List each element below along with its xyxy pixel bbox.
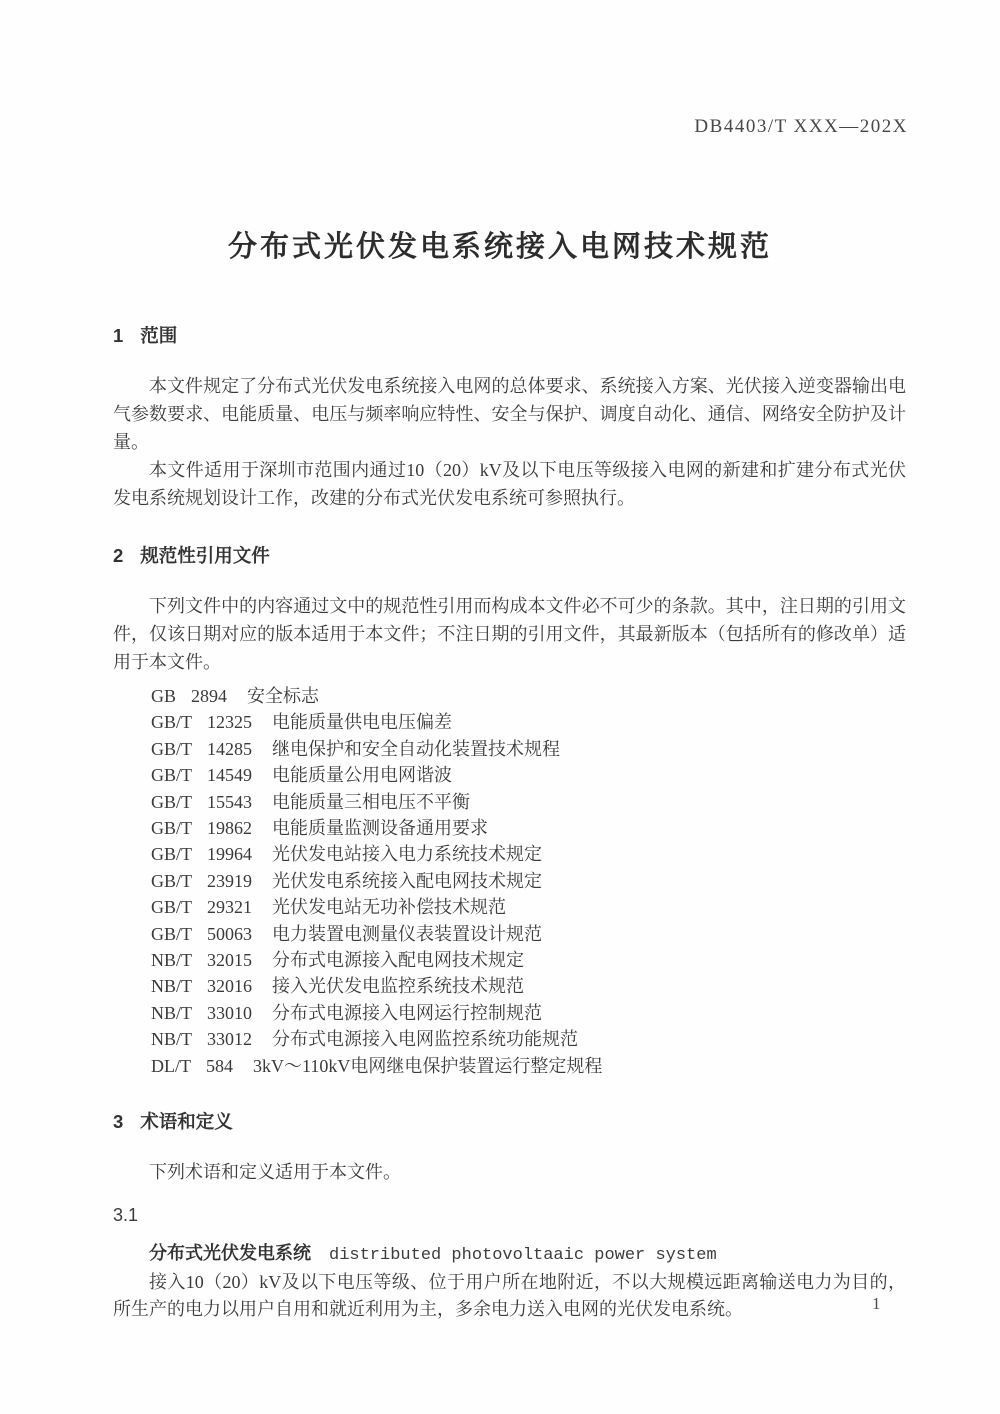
reference-title: 电能质量监测设备通用要求 [272, 818, 489, 839]
reference-number: 19964 [207, 844, 253, 865]
reference-std: GB/T [151, 712, 193, 733]
reference-number: 14285 [207, 738, 253, 759]
section-1-title: 范围 [140, 325, 178, 346]
term-chinese: 分布式光伏发电系统 [149, 1243, 311, 1264]
reference-std: GB/T [151, 791, 193, 812]
document-body [113, 325, 906, 1323]
reference-number: 584 [206, 1055, 233, 1076]
term-definition-text: 接入10（20）kV及以下电压等级、位于用户所在地附近，不以大规模远距离输送电力为目的，所生产的电力以用户自用和就近利用为主，多余电力送入电网的光伏发电系统。 [113, 1272, 906, 1320]
reference-title: 分布式电源接入电网运行控制规范 [272, 1002, 543, 1023]
reference-title: 继电保护和安全自动化装置技术规程 [272, 738, 561, 759]
normative-references-list [151, 683, 906, 1079]
reference-item [151, 841, 906, 867]
section-3-title: 术语和定义 [140, 1111, 233, 1133]
section-2-heading [113, 545, 906, 566]
reference-item [151, 947, 906, 973]
reference-title: 3kV～110kV电网继电保护装置运行整定规程 [253, 1055, 603, 1076]
reference-std: NB/T [151, 976, 193, 997]
section-2-title: 规范性引用文件 [140, 545, 270, 566]
reference-std: NB/T [151, 1002, 193, 1023]
reference-std: GB/T [151, 765, 193, 786]
reference-number: 23919 [207, 870, 253, 891]
reference-number: 12325 [207, 712, 253, 733]
reference-item [151, 973, 906, 999]
reference-std: GB/T [151, 844, 193, 865]
doc-code-header: DB4403/T XXX—202X [694, 116, 908, 137]
page-number: 1 [872, 1294, 881, 1313]
scope-paragraph-2: 本文件适用于深圳市范围内通过10（20）kV及以下电压等级接入电网的新建和扩建分布式光伏发电系统规划设计工作，改建的分布式光伏发电系统可参照执行。 [113, 460, 906, 508]
reference-title: 电能质量供电电压偏差 [272, 712, 453, 733]
scope-paragraph-1: 本文件规定了分布式光伏发电系统接入电网的总体要求、系统接入方案、光伏接入逆变器输出电气参数要求、电能质量、电压与频率响应特性、安全与保护、调度自动化、通信、网络安全防护及计量。 [113, 376, 906, 452]
reference-title: 光伏发电站无功补偿技术规范 [272, 897, 507, 918]
reference-std: GB/T [151, 897, 193, 918]
reference-title: 分布式电源接入配电网技术规定 [272, 950, 525, 971]
section-2-number: 2 [113, 545, 124, 566]
reference-number: 33010 [207, 1002, 253, 1023]
reference-item [151, 1000, 906, 1026]
reference-item [151, 894, 906, 920]
reference-std: GB/T [151, 738, 193, 759]
reference-number: 32015 [207, 950, 253, 971]
section-3-number: 3 [113, 1111, 124, 1133]
reference-item [151, 1026, 906, 1052]
reference-number: 32016 [207, 976, 253, 997]
section-3-heading [113, 1111, 906, 1132]
reference-std: GB/T [151, 923, 193, 944]
reference-std: GB/T [151, 818, 193, 839]
reference-item [151, 709, 906, 735]
references-intro: 下列文件中的内容通过文中的规范性引用而构成本文件必不可少的条款。其中，注日期的引用文件，仅该日期对应的版本适用于本文件；不注日期的引用文件，其最新版本（包括所有的修改单）适用于本文件。 [113, 596, 906, 672]
reference-std: NB/T [151, 950, 193, 971]
reference-title: 光伏发电站接入电力系统技术规定 [272, 844, 543, 865]
reference-number: 19862 [207, 818, 253, 839]
section-1-number: 1 [113, 325, 124, 346]
reference-item [151, 789, 906, 815]
reference-item [151, 736, 906, 762]
reference-item [151, 921, 906, 947]
reference-number: 2894 [191, 686, 228, 706]
reference-item [151, 868, 906, 894]
reference-title: 分布式电源接入电网监控系统功能规范 [272, 1029, 579, 1050]
clause-3-1-number: 3.1 [113, 1205, 139, 1226]
term-definition-heading [113, 1240, 906, 1269]
reference-title: 接入光伏发电监控系统技术规范 [272, 976, 525, 997]
section-1-heading [113, 325, 906, 346]
reference-item [151, 762, 906, 788]
reference-std: GB [151, 686, 177, 706]
reference-number: 50063 [207, 923, 253, 944]
reference-title: 电力装置电测量仪表装置设计规范 [272, 923, 543, 944]
reference-item [151, 1053, 906, 1079]
reference-number: 33012 [207, 1029, 253, 1050]
reference-std: GB/T [151, 870, 193, 891]
reference-number: 29321 [207, 897, 253, 918]
reference-title: 安全标志 [247, 686, 320, 706]
reference-item [151, 815, 906, 841]
reference-title: 电能质量公用电网谐波 [272, 765, 453, 786]
reference-title: 电能质量三相电压不平衡 [272, 791, 471, 812]
reference-title: 光伏发电系统接入配电网技术规定 [272, 870, 543, 891]
reference-number: 15543 [207, 791, 253, 812]
term-english: distributed photovoltaaic power system [329, 1246, 717, 1266]
reference-number: 14549 [207, 765, 253, 786]
reference-item [151, 683, 906, 709]
terms-intro: 下列术语和定义适用于本文件。 [149, 1162, 401, 1183]
reference-std: DL/T [151, 1055, 191, 1076]
reference-std: NB/T [151, 1029, 193, 1050]
page-title: 分布式光伏发电系统接入电网技术规范 [227, 231, 772, 263]
